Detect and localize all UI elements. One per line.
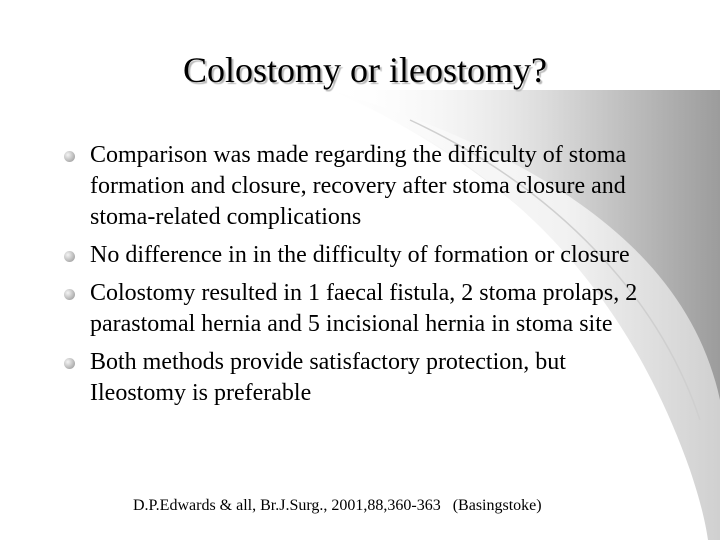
bullet-item [62,240,662,271]
bullet-item [62,347,662,409]
bullet-text: Colostomy resulted in 1 faecal fistula, 2 stoma prolaps, 2 parastomal hernia and 5 incisional hernia in stoma site [90,280,638,337]
bullet-icon [64,151,75,162]
bullet-item [62,140,662,233]
bullet-item [62,278,662,340]
bullet-list [62,140,662,416]
slide-title: Colostomy or ileostomy? [183,50,547,90]
bullet-icon [64,251,75,262]
bullet-icon [64,289,75,300]
bullet-icon [64,358,75,369]
bullet-text: No difference in in the difficulty of formation or closure [90,242,630,268]
bullet-text: Both methods provide satisfactory protection, but Ileostomy is preferable [90,349,566,406]
bullet-text: Comparison was made regarding the difficulty of stoma formation and closure, recovery after stoma closure and stoma-related complications [90,142,627,230]
citation: D.P.Edwards & all, Br.J.Surg., 2001,88,360-363 (Basingstoke) [133,497,542,514]
